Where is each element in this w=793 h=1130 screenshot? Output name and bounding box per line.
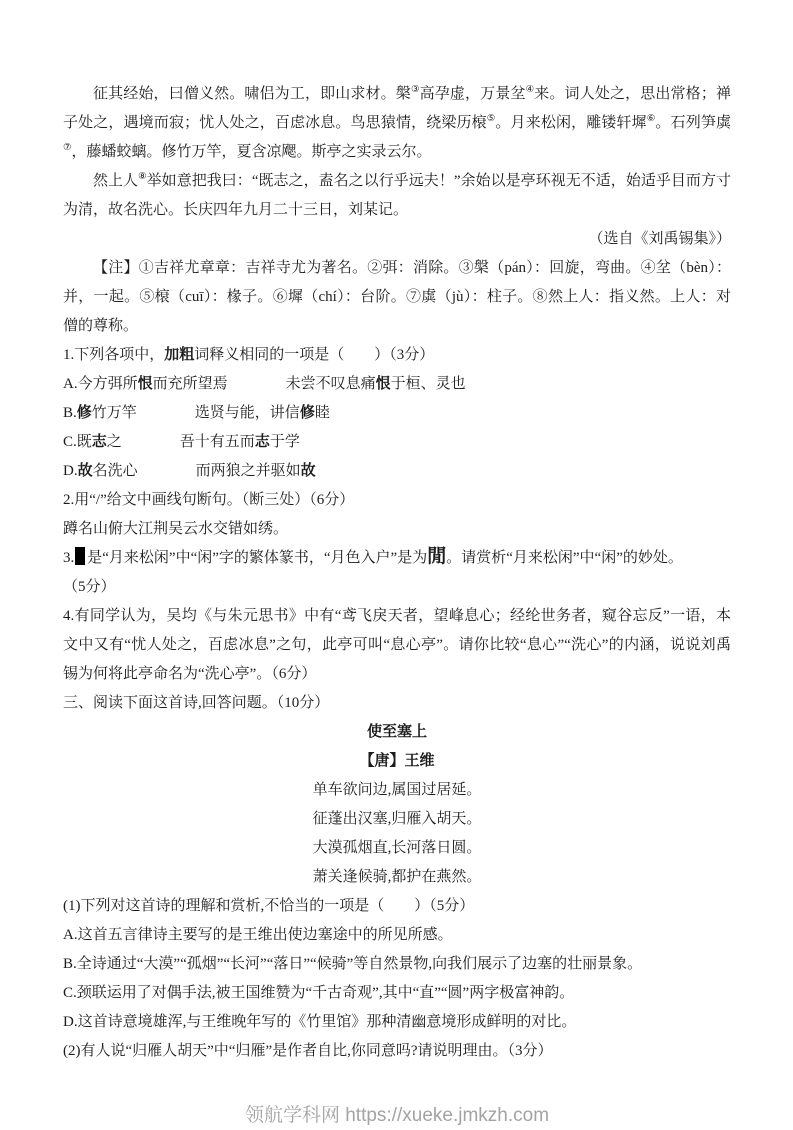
question-1-option-d: D.故名洗心 而两狼之并驱如故 [63, 463, 316, 479]
poem-author: 【唐】王维 [359, 753, 435, 769]
poem-title: 使至塞上 [366, 724, 427, 740]
question-1-option-a: A.今方弭所恨而充所望焉 未尝不叹息痛恨于桓、灵也 [63, 376, 466, 392]
poem-question-1-option-a: A.这首五言律诗主要写的是王维出使边塞途中的所见所感。 [63, 927, 453, 943]
source-attribution: （选自《刘禹锡集》） [588, 231, 731, 247]
seal-script-xian-glyph: 閒 [427, 546, 447, 567]
question-4: 4.有同学认为，吴均《与朱元思书》中有“鸢飞戾天者，望峰息心；经纶世务者，窥谷忘反”一语，本文中又有“忧人处之，百虑冰息”之句，此亭可叫“息心亭”。请你比较“息心”“洗心”的内涵，说说刘禹锡为何将此亭命名为“洗心亭”。（6分） [63, 608, 731, 682]
seal-script-xian-image [75, 547, 85, 565]
passage-paragraph-2: 然上人⑧举如意把我曰：“既志之，盍名之以行乎远夫！”余始以是亭环视无不适，始适乎目而方寸为清，故名洗心。长庆四年九月二十三日，刘某记。 [63, 172, 731, 218]
poem-question-1: (1)下列对这首诗的理解和赏析,不恰当的一项是（ ）（5分） [63, 898, 475, 914]
poem-line-4: 萧关逢候骑,都护在燕然。 [312, 869, 482, 885]
question-2: 2.用“/”给文中画线句断句。（断三处）（6分） [63, 492, 355, 508]
question-1-option-c: C.既志之 吾十有五而志于学 [63, 434, 300, 450]
passage-paragraph-1: 征其经始，曰僧义然。啸侣为工，即山求材。槃③高孕虚，万景坌④来。词人处之，思出常格；禅子处之，遇境而寂；忧人处之，百虑冰息。鸟思猿情，绕梁历榱⑤。月来松闲，雕镂轩墀⑥。石列笋虡⑦，藤蟠蛟螭。修竹万竿，夏含凉飔。斯亭之实录云尔。 [63, 85, 731, 160]
poem-question-2: (2)有人说“归雁人胡天”中“归雁”是作者自比,你同意吗?请说明理由。（3分） [63, 1043, 553, 1059]
poem-line-1: 单车欲问边,属国过居延。 [312, 782, 482, 798]
question-1: 1.下列各项中，加粗词释义相同的一项是（ ）（3分） [63, 347, 435, 363]
question-2-sentence: 蹲名山俯大江荆吴云水交错如绣。 [63, 521, 289, 537]
section-3-heading: 三、阅读下面这首诗,回答问题。（10分） [63, 695, 330, 711]
site-watermark: 领航学科网 https://xueke.jmkzh.com [244, 1105, 550, 1126]
question-3: 3. 是“月来松闲”中“闲”字的繁体篆书，“月色入户”是为閒。请赏析“月来松闲”中“闲”的妙处。 [63, 546, 683, 567]
question-1-option-b: B.修竹万竿 选贤与能，讲信修睦 [63, 405, 330, 421]
poem-question-1-option-b: B.全诗通过“大漠”“孤烟”“长河”“落日”“候骑”等自然景物,向我们展示了边塞的壮丽景象。 [63, 956, 643, 972]
poem-line-2: 征蓬出汉塞,归雁入胡天。 [312, 811, 482, 827]
poem-question-1-option-d: D.这首诗意境雄浑,与王维晚年写的《竹里馆》那种清幽意境形成鲜明的对比。 [63, 1014, 577, 1030]
question-3-score: （5分） [63, 579, 116, 595]
poem-line-3: 大漠孤烟直,长河落日圆。 [312, 840, 482, 856]
passage-notes: 【注】①吉祥尤章章：吉祥寺尤为著名。②弭：消除。③槃（pán）：回旋，弯曲。④坌（bèn）：并，一起。⑤榱（cuī）：椽子。⑥墀（chí）：台阶。⑦虡（jù）：柱子。⑧然上人：指义然。上人：对僧的尊称。 [63, 260, 731, 334]
poem-question-1-option-c: C.颈联运用了对偶手法,被王国维赞为“千古奇观”,其中“直”“圆”两字极富神韵。 [63, 985, 575, 1001]
